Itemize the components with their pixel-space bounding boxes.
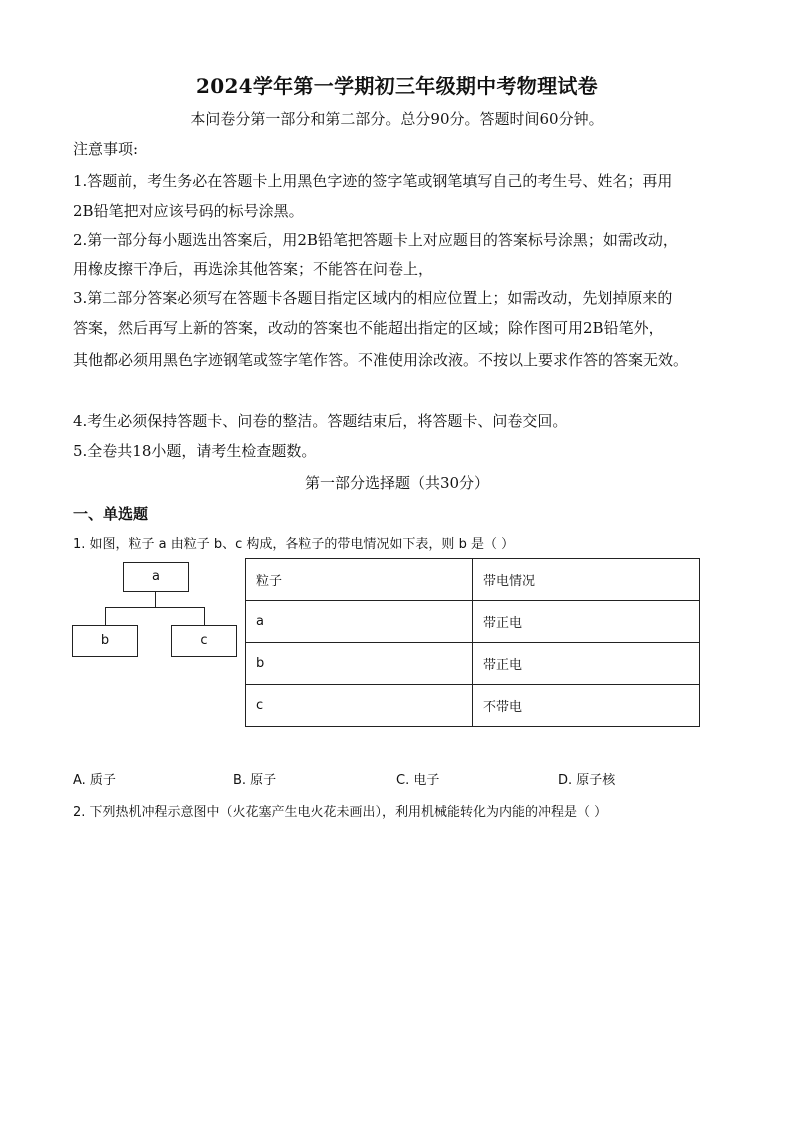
table-cell: b — [246, 643, 473, 685]
note-line: 4.考生必须保持答题卡、问卷的整洁。答题结束后，将答题卡、问卷交回。 — [73, 412, 568, 430]
note-line: 2.第一部分每小题选出答案后，用2B铅笔把答题卡上对应题目的答案标号涂黑；如需改动， — [73, 231, 678, 249]
exam-info: 本问卷分第一部分和第二部分。总分90分。答题时间60分钟。 — [190, 110, 604, 128]
charge-table — [245, 558, 700, 727]
note-line: 1.答题前，考生务必在答题卡上用黑色字迹的签字笔或钢笔填写自己的考生号、姓名；再用 — [73, 172, 673, 190]
note-line: 3.第二部分答案必须写在答题卡各题目指定区域内的相应位置上；如需改动，先划掉原来的 — [73, 289, 673, 307]
particle-a-box: a — [123, 562, 189, 592]
connector-line — [155, 591, 156, 607]
section-heading: 一、单选题 — [73, 505, 149, 523]
note-line: 答案，然后再写上新的答案，改动的答案也不能超出指定的区域；除作图可用2B铅笔外， — [73, 319, 664, 337]
note-line: 2B铅笔把对应该号码的标号涂黑。 — [73, 202, 304, 220]
question-1-stem: 1. 如图，粒子 a 由粒子 b、c 构成，各粒子的带电情况如下表，则 b 是（ ） — [73, 537, 515, 552]
option-b: B. 原子 — [233, 773, 277, 788]
note-line: 其他都必须用黑色字迹钢笔或签字笔作答。不准使用涂改液。不按以上要求作答的答案无效。 — [73, 351, 689, 369]
table-header-row — [246, 559, 700, 601]
table-header-cell: 粒子 — [246, 559, 473, 601]
question-2-stem: 2. 下列热机冲程示意图中（火花塞产生电火花未画出），利用机械能转化为内能的冲程是（ ） — [73, 805, 608, 820]
table-cell: 不带电 — [473, 685, 700, 727]
option-c: C. 电子 — [396, 773, 440, 788]
particle-c-box: c — [171, 625, 237, 657]
part1-heading: 第一部分选择题（共30分） — [304, 474, 490, 492]
page-title: 2024学年第一学期初三年级期中考物理试卷 — [196, 74, 598, 98]
table-cell: 带正电 — [473, 601, 700, 643]
table-cell: a — [246, 601, 473, 643]
table-cell: c — [246, 685, 473, 727]
particle-b-box: b — [72, 625, 138, 657]
connector-line — [105, 607, 205, 608]
table-row — [246, 601, 700, 643]
connector-line — [105, 607, 106, 625]
option-d: D. 原子核 — [558, 773, 616, 788]
option-a: A. 质子 — [73, 773, 116, 788]
table-row — [246, 685, 700, 727]
table-row — [246, 643, 700, 685]
note-line: 用橡皮擦干净后，再选涂其他答案；不能答在问卷上， — [73, 260, 434, 278]
connector-line — [204, 607, 205, 625]
notes-heading: 注意事项: — [73, 140, 139, 158]
table-header-cell: 带电情况 — [473, 559, 700, 601]
note-line: 5.全卷共18小题，请考生检查题数。 — [73, 442, 317, 460]
table-cell: 带正电 — [473, 643, 700, 685]
